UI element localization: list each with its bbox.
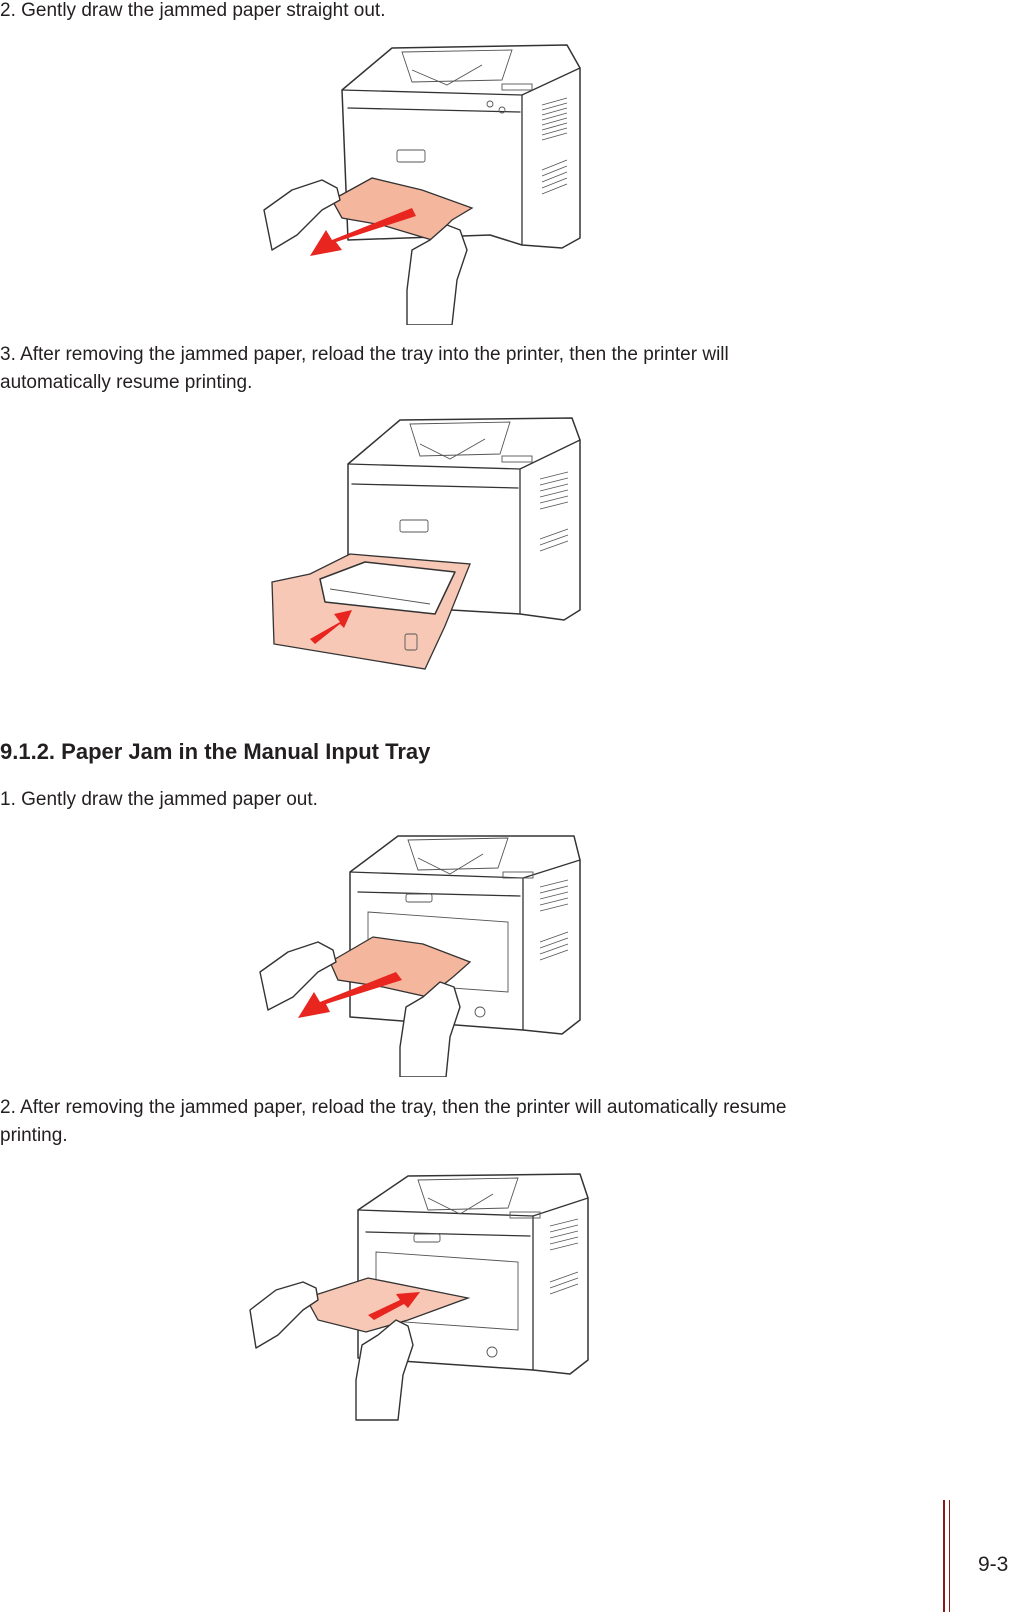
step-3-text-line2: automatically resume printing. xyxy=(0,372,253,393)
step-3-text-line1: 3. After removing the jammed paper, reload the tray into the printer, then the printer will xyxy=(0,344,729,365)
page-number: 9-3 xyxy=(978,1553,1009,1576)
page-rule-thin xyxy=(949,1500,950,1612)
manual-step-2-text-line1: 2. After removing the jammed paper, reload the tray, then the printer will automatically resume xyxy=(0,1097,787,1118)
manual-step-1-text: 1. Gently draw the jammed paper out. xyxy=(0,789,318,810)
section-heading: 9.1.2. Paper Jam in the Manual Input Tray xyxy=(0,739,431,764)
figure-reload-manual-tray xyxy=(248,1170,598,1425)
figure-pull-jam-manual-tray xyxy=(258,832,588,1077)
figure-reload-tray xyxy=(270,414,590,676)
page-rule xyxy=(943,1500,945,1612)
figure-pull-jam-tray xyxy=(262,40,592,325)
step-2-text: 2. Gently draw the jammed paper straight out. xyxy=(0,0,386,21)
manual-step-2-text-line2: printing. xyxy=(0,1125,68,1146)
